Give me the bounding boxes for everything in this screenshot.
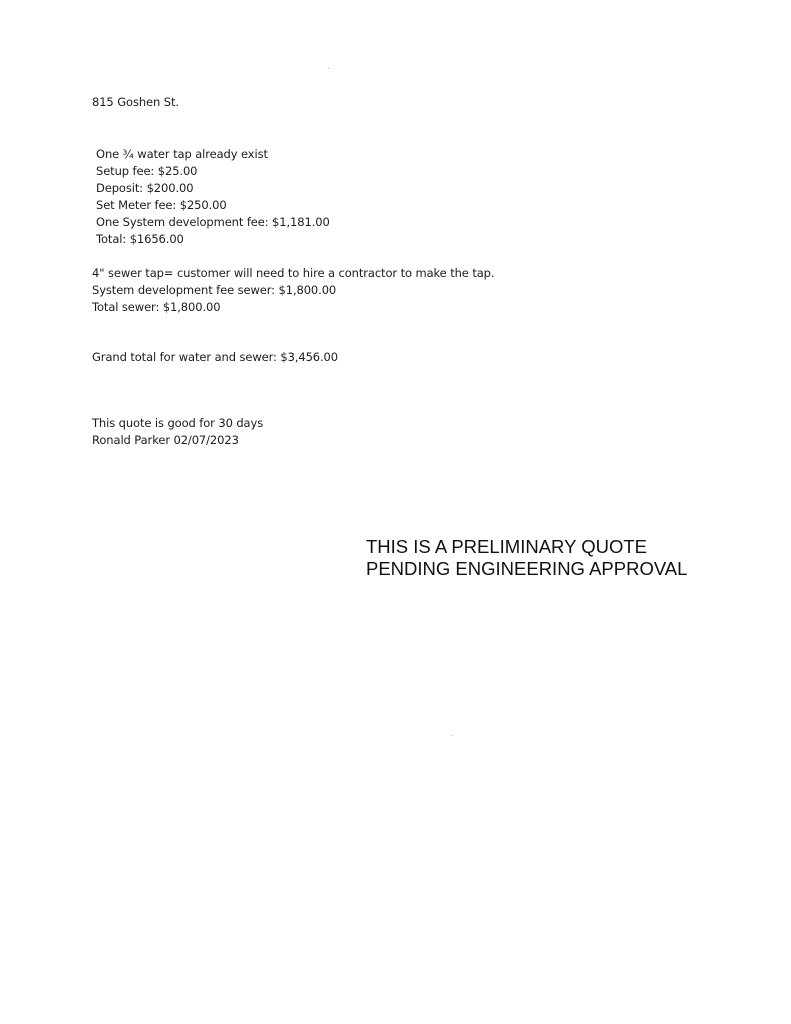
water-total: Total: $1656.00 (96, 232, 184, 246)
set-meter-fee: Set Meter fee: $250.00 (96, 198, 227, 212)
quote-validity: This quote is good for 30 days (92, 416, 264, 430)
preliminary-notice-line1: THIS IS A PRELIMINARY QUOTE (366, 536, 648, 557)
preliminary-notice (366, 536, 687, 580)
scan-speck (328, 68, 329, 69)
property-address: 815 Goshen St. (92, 95, 179, 109)
scan-speck (452, 735, 453, 736)
signature-line: Ronald Parker 02/07/2023 (92, 433, 239, 447)
sewer-tap-note: 4" sewer tap= customer will need to hire a contractor to make the tap. (92, 266, 495, 280)
preliminary-notice-line2: PENDING ENGINEERING APPROVAL (366, 558, 688, 579)
deposit: Deposit: $200.00 (96, 181, 194, 195)
sewer-development-fee: System development fee sewer: $1,800.00 (92, 283, 337, 297)
sewer-total: Total sewer: $1,800.00 (92, 300, 221, 314)
grand-total: Grand total for water and sewer: $3,456.00 (92, 350, 338, 364)
setup-fee: Setup fee: $25.00 (96, 164, 198, 178)
water-development-fee: One System development fee: $1,181.00 (96, 215, 330, 229)
water-tap-note: One ¾ water tap already exist (96, 147, 268, 161)
